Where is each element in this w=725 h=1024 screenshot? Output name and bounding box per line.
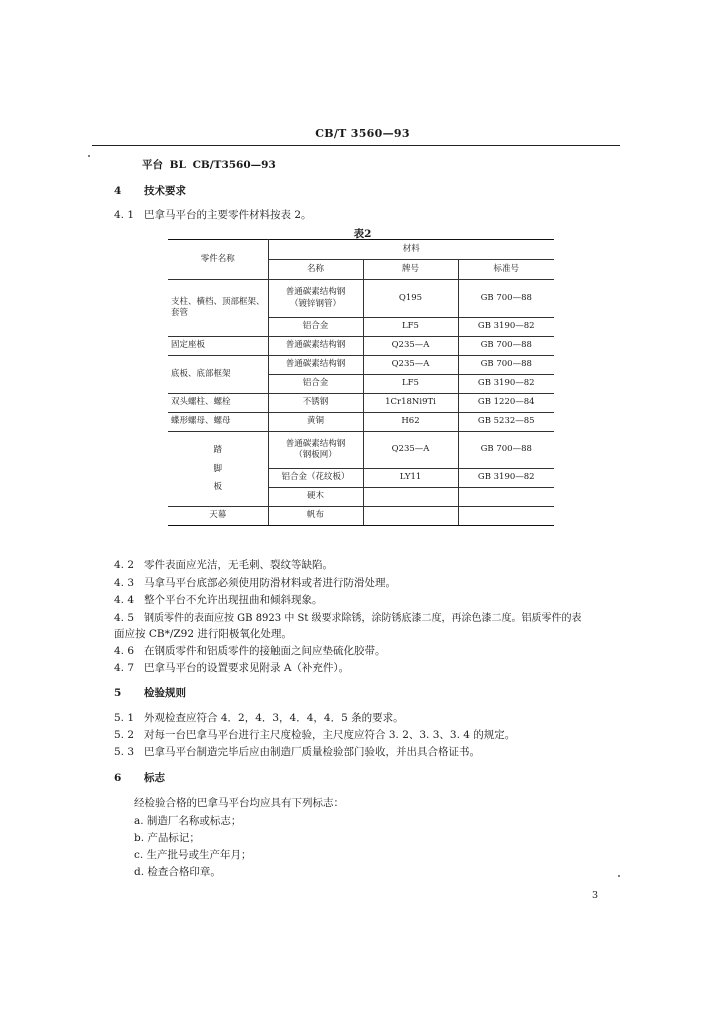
cell-standard: GB 5232—85 <box>458 413 554 432</box>
header-material: 材料 <box>268 240 554 260</box>
cell-name: 帆布 <box>268 507 363 526</box>
cell-standard: GB 700—88 <box>458 356 554 375</box>
clause-number: 4. 7 <box>114 662 135 674</box>
clause-number: 5. 1 <box>114 712 135 724</box>
cell-name: 普通碳素结构钢 <box>268 337 363 356</box>
cell-name: 黄铜 <box>268 413 363 432</box>
clause-4-3 <box>114 575 396 590</box>
clause-4-5-continued: 面应按 CB*/Z92 进行阳极氧化处理。 <box>114 628 292 640</box>
clause-number: 4. 3 <box>114 577 135 589</box>
clause-text: 对每一台巴拿马平台进行主尺度检验，主尺度应符合 3. 2、3. 3、3. 4 的规定。 <box>144 729 516 741</box>
cell-name: 普通碳素结构钢 <box>268 356 363 375</box>
cell-standard: GB 3190—82 <box>458 318 554 337</box>
cell-standard <box>458 488 554 507</box>
cell-standard: GB 3190—82 <box>458 375 554 394</box>
cell-name: 铝合金 <box>268 375 363 394</box>
clause-number: 4. 1 <box>114 209 135 221</box>
section-4-title: 技术要求 <box>144 185 186 197</box>
cell-name: 铝合金（花纹板） <box>268 469 363 488</box>
clause-number: 4. 5 <box>114 612 135 624</box>
cell-standard: GB 3190—82 <box>458 469 554 488</box>
clause-5-1 <box>114 710 404 725</box>
clause-4-5 <box>114 609 582 624</box>
cell-name <box>268 280 363 318</box>
name-line-2: （钢板网） <box>294 450 337 460</box>
cell-standard: GB 700—88 <box>458 432 554 469</box>
cell-part: 蝶形螺母、螺母 <box>168 413 268 432</box>
table-header-row <box>168 240 554 260</box>
part-char-1: 踏 <box>213 444 222 455</box>
cell-grade <box>363 507 458 526</box>
section-6-heading <box>114 770 165 785</box>
table-row <box>168 432 554 469</box>
table-row <box>168 394 554 413</box>
cell-part: 双头螺柱、螺栓 <box>168 394 268 413</box>
clause-number: 4. 6 <box>114 645 135 657</box>
cell-grade: LY11 <box>363 469 458 488</box>
cell-grade <box>363 488 458 507</box>
clause-text: 零件表面应光洁，无毛刺、裂纹等缺陷。 <box>144 559 333 571</box>
header-standard: 标准号 <box>458 260 554 280</box>
table-row <box>168 507 554 526</box>
clause-number: 4. 4 <box>114 594 135 606</box>
clause-number: 5. 2 <box>114 729 135 741</box>
table-row <box>168 356 554 375</box>
cell-grade: Q235—A <box>363 432 458 469</box>
clause-text: 外观检查应符合 4．2，4．3，4．4，4．5 条的要求。 <box>144 712 404 724</box>
part-char-3: 板 <box>213 482 222 493</box>
page-number: 3 <box>592 890 599 901</box>
clause-4-1 <box>114 207 312 222</box>
clause-5-3 <box>114 744 480 759</box>
header-grade: 牌号 <box>363 260 458 280</box>
cell-part-treadboard <box>168 432 268 507</box>
name-line-1: 普通碳素结构钢 <box>285 438 346 449</box>
cell-grade: LF5 <box>363 375 458 394</box>
clause-4-7 <box>114 660 349 675</box>
section-4-heading <box>114 183 186 198</box>
cell-standard: GB 700—88 <box>458 280 554 318</box>
clause-5-2 <box>114 727 515 742</box>
clause-4-2 <box>114 557 333 572</box>
header-name: 名称 <box>268 260 363 280</box>
header-standard-number: CB/T 3560—93 <box>315 127 410 140</box>
clause-text: 巴拿马平台的主要零件材料按表 2。 <box>144 209 312 221</box>
header-rule <box>92 145 620 146</box>
cell-name <box>268 432 363 469</box>
name-line-1: 普通碳素结构钢 <box>285 287 346 298</box>
section-4-number: 4 <box>114 185 122 197</box>
clause-4-6 <box>114 643 386 658</box>
clause-text: 巴拿马平台制造完毕后应由制造厂质量检验部门验收，并出具合格证书。 <box>144 746 480 758</box>
marking-item-b: b. 产品标记； <box>134 832 200 844</box>
clause-4-4 <box>114 592 323 607</box>
cell-grade: H62 <box>363 413 458 432</box>
section-6-number: 6 <box>114 772 122 784</box>
clause-text: 巴拿马平台的设置要求见附录 A（补充件）。 <box>144 662 350 674</box>
section-5-number: 5 <box>114 687 122 699</box>
clause-number: 5. 3 <box>114 746 135 758</box>
cell-grade: LF5 <box>363 318 458 337</box>
header-part-name: 零件名称 <box>168 240 268 280</box>
part-char-2: 脚 <box>213 463 222 474</box>
scan-speck <box>618 875 620 877</box>
marking-item-c: c. 生产批号或生产年月； <box>134 849 252 861</box>
marking-intro: 经检验合格的巴拿马平台均应具有下列标志： <box>134 797 344 809</box>
table-row <box>168 280 554 318</box>
marking-item-d: d. 检查合格印章。 <box>134 866 221 878</box>
cell-grade: Q235—A <box>363 356 458 375</box>
cell-grade: 1Cr18Ni9Ti <box>363 394 458 413</box>
clause-text: 马拿马平台底部必须使用防滑材料或者进行防滑处理。 <box>144 577 396 589</box>
cell-part: 天幕 <box>168 507 268 526</box>
section-6-title: 标志 <box>144 772 165 784</box>
cell-standard: GB 700—88 <box>458 337 554 356</box>
cell-grade: Q235—A <box>363 337 458 356</box>
clause-number: 4. 2 <box>114 559 135 571</box>
clause-text: 整个平台不允许出现扭曲和倾斜现象。 <box>144 594 323 606</box>
table-row <box>168 413 554 432</box>
table-2-caption: 表2 <box>353 228 372 240</box>
table-row <box>168 337 554 356</box>
cell-grade: Q195 <box>363 280 458 318</box>
marking-item-a: a. 制造厂名称或标志； <box>134 815 242 827</box>
cell-name: 硬木 <box>268 488 363 507</box>
section-5-heading <box>114 685 186 700</box>
scan-speck <box>88 155 90 157</box>
clause-text: 在钢质零件和铝质零件的接触面之间应垫硫化胶带。 <box>144 645 386 657</box>
cell-standard: GB 1220—84 <box>458 394 554 413</box>
section-5-title: 检验规则 <box>144 687 186 699</box>
product-marking-example: 平台 BL CB/T3560—93 <box>142 159 276 171</box>
cell-part: 支柱、横档、顶部框架、套管 <box>168 280 268 337</box>
name-line-2: （镀锌钢管） <box>289 298 341 309</box>
cell-name: 不锈钢 <box>268 394 363 413</box>
cell-part: 固定座板 <box>168 337 268 356</box>
cell-part: 底板、底部框架 <box>168 356 268 394</box>
clause-text: 钢质零件的表面应按 GB 8923 中 St 级要求除锈，涂防锈底漆二度，再涂色漆二度。铝质零件的表 <box>144 613 582 624</box>
cell-name: 铝合金 <box>268 318 363 337</box>
materials-table <box>168 239 554 526</box>
cell-standard <box>458 507 554 526</box>
